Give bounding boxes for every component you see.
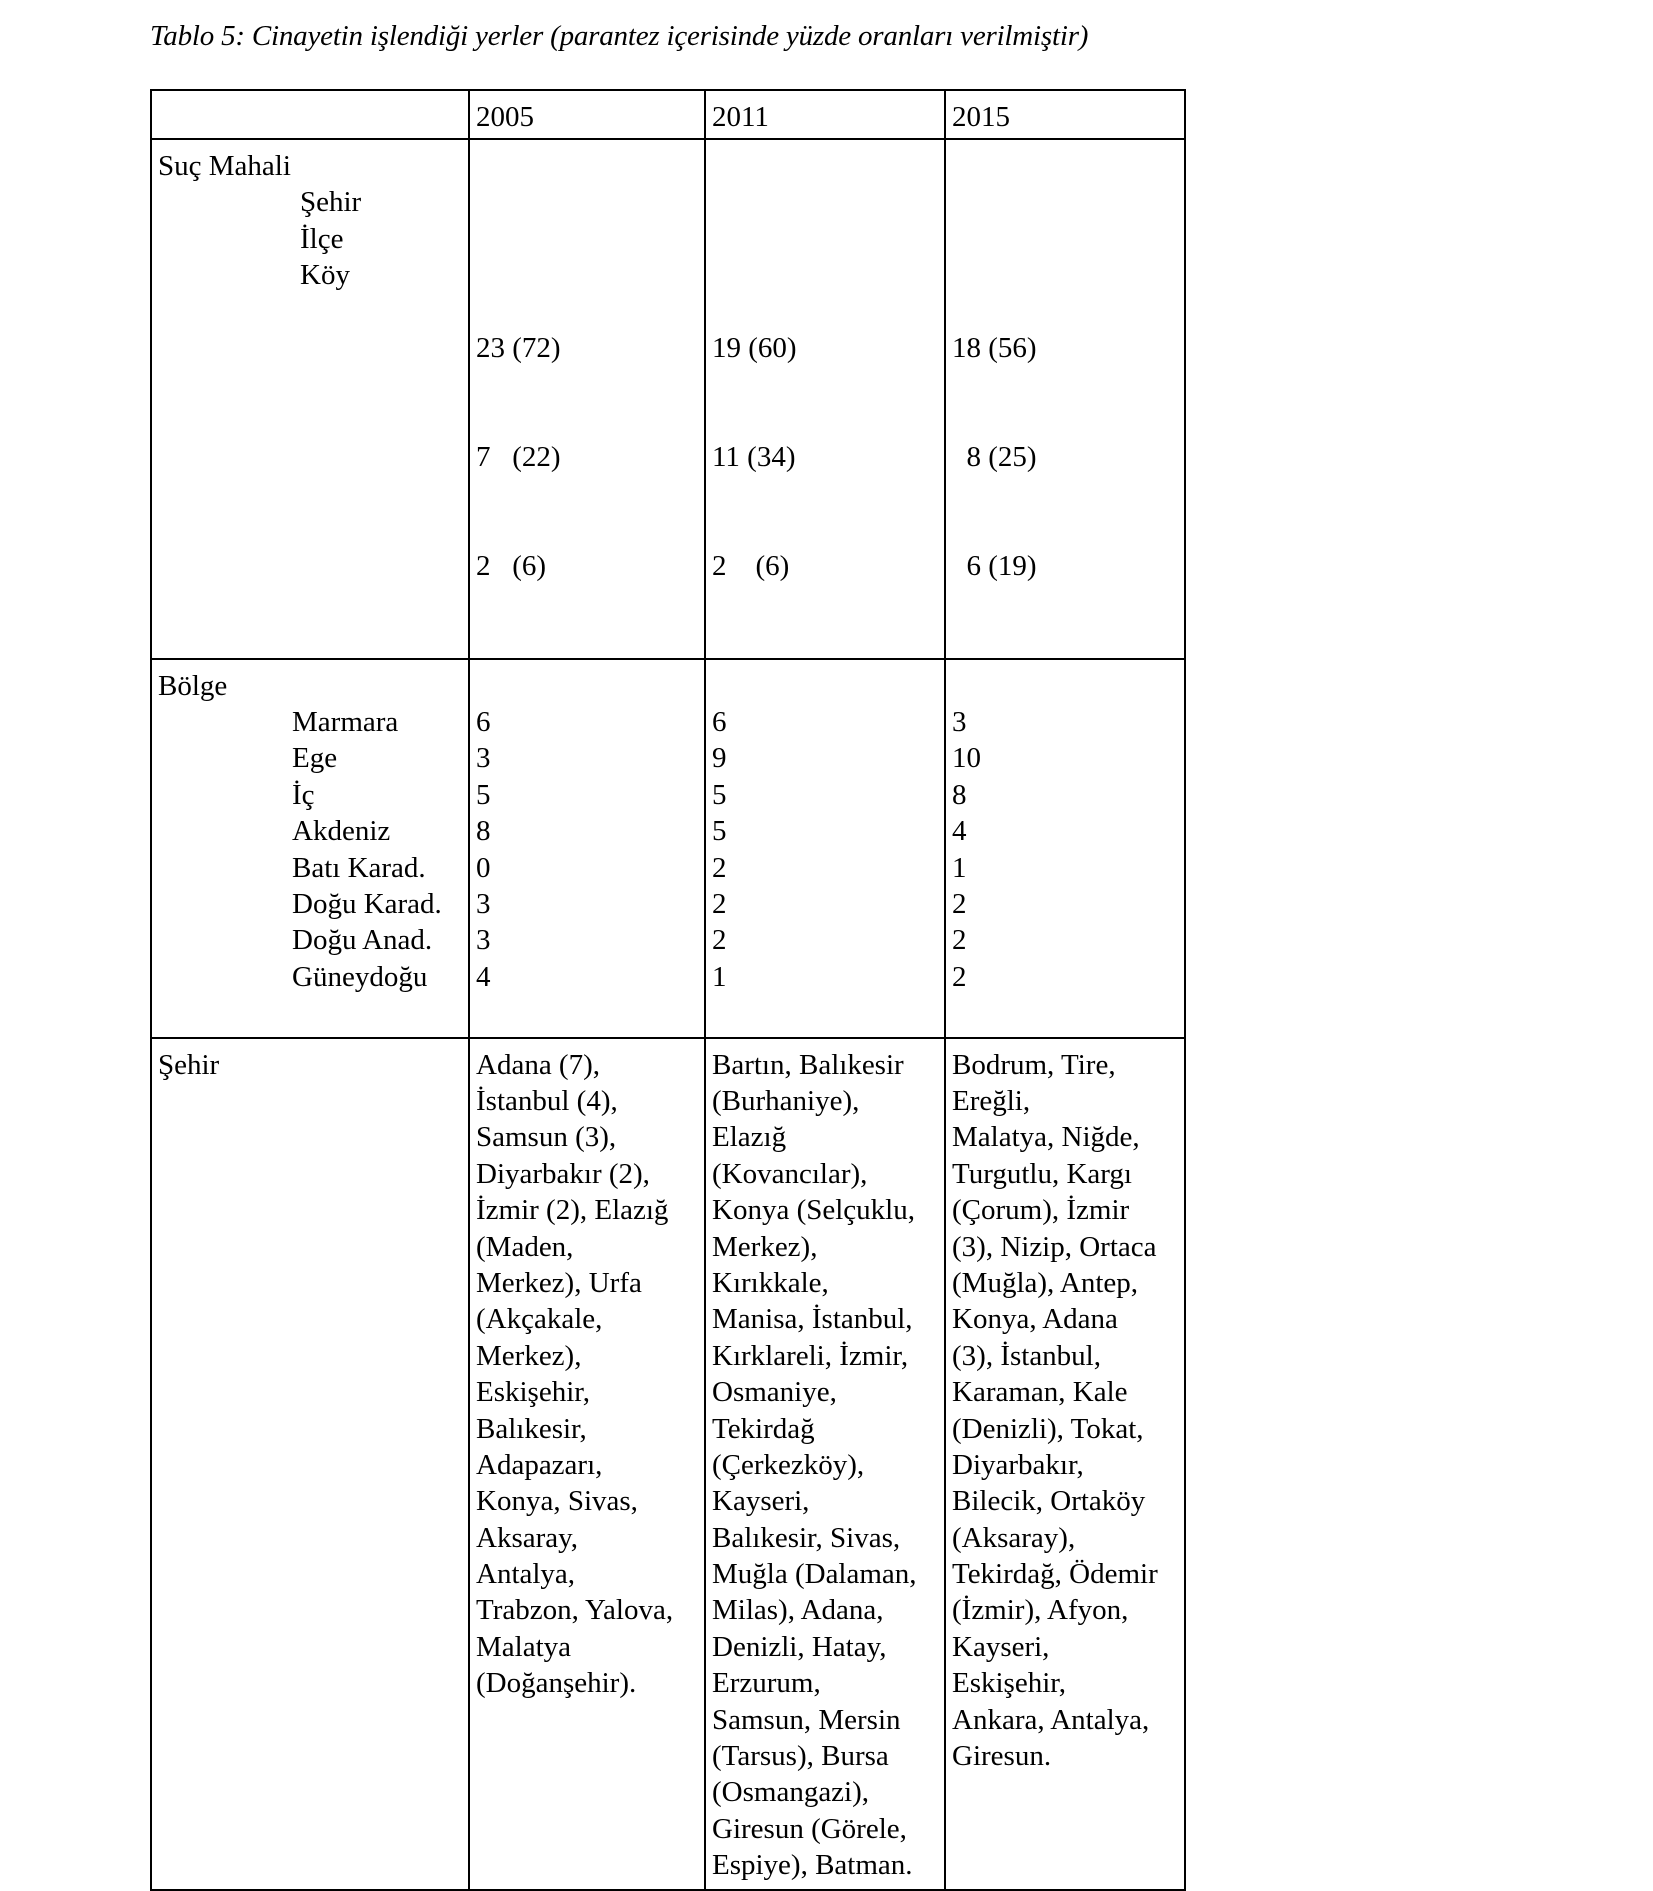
city-line: Tekirdağ, Ödemir	[952, 1558, 1158, 1591]
bolge-values-2011	[712, 704, 938, 995]
cell-value: 7 (22)	[476, 441, 561, 474]
city-line: Erzurum,	[712, 1667, 821, 1700]
city-line: Antalya,	[476, 1558, 576, 1591]
suc-mahali-2015	[945, 139, 1185, 659]
header-cell-2015: 2015	[945, 90, 1185, 139]
bolge-values-2005	[476, 704, 698, 995]
cell-value: 2	[952, 960, 967, 993]
cell-value: 5	[712, 815, 727, 848]
cell-value: 3	[476, 924, 491, 957]
city-line: (Akçakale,	[476, 1303, 603, 1336]
cell-value: 11 (34)	[712, 441, 796, 474]
sehir-2011	[705, 1038, 945, 1890]
suc-mahali-2005	[469, 139, 705, 659]
city-line: Samsun, Mersin	[712, 1703, 901, 1736]
row-label: Şehir	[300, 186, 362, 219]
city-line: Adana (7),	[476, 1048, 601, 1081]
cell-value: 2 (6)	[476, 550, 547, 583]
city-line: Turgutlu, Kargı	[952, 1157, 1132, 1190]
bolge-2011	[705, 659, 945, 1038]
city-line: Diyarbakır (2),	[476, 1157, 650, 1190]
cell-value: 8	[952, 778, 967, 811]
city-line: Giresun.	[952, 1740, 1052, 1773]
header-cell-2005: 2005	[469, 90, 705, 139]
city-line: (Muğla), Antep,	[952, 1266, 1139, 1299]
city-line: Espiye), Batman.	[712, 1849, 913, 1882]
city-line: Ankara, Antalya,	[952, 1703, 1150, 1736]
cell-value: 6	[476, 706, 491, 739]
row-label: Güneydoğu	[292, 960, 428, 993]
cell-value: 6	[712, 706, 727, 739]
city-line: Tekirdağ	[712, 1412, 815, 1445]
city-line: (Çerkezköy),	[712, 1448, 865, 1481]
cell-value: 2	[712, 924, 727, 957]
city-line: Eskişehir,	[476, 1376, 591, 1409]
city-line: Trabzon, Yalova,	[476, 1594, 674, 1627]
city-line: Bodrum, Tire,	[952, 1048, 1116, 1081]
cell-value: 3	[476, 887, 491, 920]
city-list-2011	[712, 1047, 938, 1884]
cell-value: 9	[712, 742, 727, 775]
sehir-section	[151, 1038, 1185, 1890]
city-line: (İzmir), Afyon,	[952, 1594, 1129, 1627]
city-line: Ereğli,	[952, 1085, 1031, 1118]
bolge-labels	[151, 659, 469, 1038]
cell-value: 5	[712, 778, 727, 811]
city-line: (Çorum), İzmir	[952, 1194, 1130, 1227]
city-line: Konya, Adana	[952, 1303, 1118, 1336]
suc-mahali-section	[151, 139, 1185, 659]
cell-value: 0	[476, 851, 491, 884]
city-line: (3), İstanbul,	[952, 1339, 1101, 1372]
suc-mahali-labels	[151, 139, 469, 659]
cell-value: 8	[476, 815, 491, 848]
city-line: Kırıkkale,	[712, 1266, 829, 1299]
cell-value: 1	[952, 851, 967, 884]
city-line: (Denizli), Tokat,	[952, 1412, 1144, 1445]
cell-value: 1	[712, 960, 727, 993]
city-line: (Maden,	[476, 1230, 574, 1263]
city-line: Konya (Selçuklu,	[712, 1194, 915, 1227]
table-caption: Tablo 5: Cinayetin işlendiği yerler (parantez içerisinde yüzde oranları verilmiştir)	[150, 20, 1089, 52]
city-line: Balıkesir,	[476, 1412, 587, 1445]
section-title: Suç Mahali	[158, 150, 291, 182]
section-title: Bölge	[158, 669, 228, 702]
cell-value: 19 (60)	[712, 332, 797, 365]
cell-value: 10	[952, 742, 981, 775]
row-label: Köy	[300, 259, 350, 292]
city-line: İzmir (2), Elazığ	[476, 1194, 669, 1227]
city-line: (Burhaniye),	[712, 1085, 860, 1118]
city-line: (Tarsus), Bursa	[712, 1740, 889, 1773]
row-label: Batı Karad.	[292, 851, 426, 884]
row-label: İç	[292, 778, 315, 811]
city-line: Manisa, İstanbul,	[712, 1303, 913, 1336]
sehir-2005	[469, 1038, 705, 1890]
city-line: Karaman, Kale	[952, 1376, 1128, 1409]
row-label: İlçe	[300, 222, 344, 255]
bolge-2015	[945, 659, 1185, 1038]
cell-value: 2 (6)	[712, 550, 790, 583]
city-line: Samsun (3),	[476, 1121, 617, 1154]
city-line: Milas), Adana,	[712, 1594, 884, 1627]
city-line: Kayseri,	[712, 1485, 810, 1518]
cell-value: 18 (56)	[952, 332, 1037, 365]
cell-value: 4	[476, 960, 491, 993]
sehir-2015	[945, 1038, 1185, 1890]
city-line: Diyarbakır,	[952, 1448, 1084, 1481]
city-line: (3), Nizip, Ortaca	[952, 1230, 1157, 1263]
city-line: Kayseri,	[952, 1630, 1050, 1663]
bolge-section	[151, 659, 1185, 1038]
city-line: Aksaray,	[476, 1521, 578, 1554]
row-label: Marmara	[292, 706, 399, 739]
sehir-label-cell	[151, 1038, 469, 1890]
places-table	[150, 89, 1186, 1891]
suc-mahali-2011	[705, 139, 945, 659]
row-label: Doğu Karad.	[292, 887, 442, 920]
section-title: Şehir	[158, 1048, 220, 1081]
row-label: Ege	[292, 742, 338, 775]
city-line: (Kovancılar),	[712, 1157, 868, 1190]
city-line: Adapazarı,	[476, 1448, 603, 1481]
row-label: Doğu Anad.	[292, 924, 433, 957]
city-list-2005	[476, 1047, 698, 1702]
cell-value: 3	[952, 706, 967, 739]
city-line: Malatya	[476, 1630, 572, 1663]
city-line: Malatya, Niğde,	[952, 1121, 1140, 1154]
cell-value: 8 (25)	[952, 441, 1037, 474]
cell-value: 2	[712, 887, 727, 920]
cell-value: 2	[952, 924, 967, 957]
header-cell-empty	[151, 90, 469, 139]
city-line: İstanbul (4),	[476, 1085, 618, 1118]
city-line: Eskişehir,	[952, 1667, 1067, 1700]
city-line: Balıkesir, Sivas,	[712, 1521, 901, 1554]
city-line: Bilecik, Ortaköy	[952, 1485, 1146, 1518]
bolge-2005	[469, 659, 705, 1038]
header-row	[151, 90, 1185, 139]
city-line: Konya, Sivas,	[476, 1485, 638, 1518]
cell-value: 4	[952, 815, 967, 848]
city-line: (Doğanşehir).	[476, 1667, 637, 1700]
city-line: (Osmangazi),	[712, 1776, 870, 1809]
cell-value: 2	[952, 887, 967, 920]
city-line: Denizli, Hatay,	[712, 1630, 887, 1663]
cell-value: 2	[712, 851, 727, 884]
city-line: Kırklareli, İzmir,	[712, 1339, 909, 1372]
bolge-values-2015	[952, 704, 1178, 995]
cell-value: 6 (19)	[952, 550, 1037, 583]
cell-value: 5	[476, 778, 491, 811]
city-line: (Aksaray),	[952, 1521, 1076, 1554]
bolge-label-list	[158, 704, 462, 995]
header-cell-2011: 2011	[705, 90, 945, 139]
city-line: Muğla (Dalaman,	[712, 1558, 917, 1591]
city-line: Giresun (Görele,	[712, 1812, 907, 1845]
cell-value: 3	[476, 742, 491, 775]
city-line: Elazığ	[712, 1121, 787, 1154]
cell-value: 23 (72)	[476, 332, 561, 365]
city-line: Merkez),	[712, 1230, 818, 1263]
city-line: Merkez),	[476, 1339, 582, 1372]
city-line: Bartın, Balıkesir	[712, 1048, 904, 1081]
city-line: Merkez), Urfa	[476, 1266, 642, 1299]
city-line: Osmaniye,	[712, 1376, 837, 1409]
city-list-2015	[952, 1047, 1178, 1775]
row-label: Akdeniz	[292, 815, 391, 848]
